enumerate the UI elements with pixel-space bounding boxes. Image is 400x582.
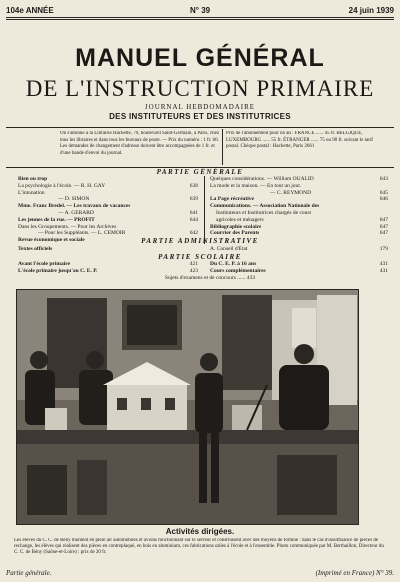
toc-entry[interactable]: Quelques considérations. — William OUALID 643 [210, 176, 388, 182]
header-rule [6, 17, 394, 18]
issue-date: 24 juin 1939 [348, 5, 394, 15]
toc-entry[interactable]: Avant l'école primaire 421 [18, 261, 198, 267]
page-footer [6, 569, 394, 577]
masthead-title-line2: DE L'INSTRUCTION PRIMAIRE [25, 76, 375, 101]
toc-entry[interactable]: Bien ou trop [18, 176, 48, 182]
toc-general-right [210, 176, 388, 237]
photo-description: Les élèves du C. C. de Bény montent en plein air automobiles et avions fonctionnant sur le secteur et construisent avec des moyens de fortune : dans le cas d'insuffisance de pièces de rechange, les élèves qui réalisent des pièces en contreplaqué, en bois en aluminium, ces fabrications utiles à l'école et à l'ensemble. Photo communiquée par M. Berthaillon, Directeur du C. C. de Bény (Saône-et-Loire) : prix de 20 fr. [14, 538, 384, 555]
toc-admin-left [18, 246, 198, 253]
subscription-prices: Prix de l'abonnement pour un an : FRANCE ...... 45 fr. BELGIQUE, LUXEMBOURG ...... 55 fr. ÉTRANGER ...... 75 ou 90 fr. suivant le tarif postal. Chèque postal : Hachette, Paris 2661 [226, 131, 373, 149]
toc-entry[interactable]: Cours complémentaires 431 [210, 267, 388, 274]
toc-entry[interactable]: — Pour les Suppléants. — L. CEMOIR 642 [38, 230, 198, 237]
masthead-title-line1: MANUEL GÉNÉRAL [75, 44, 325, 72]
toc-entry[interactable]: A. Conseil d'État 179 [210, 246, 388, 252]
issue-header [6, 4, 394, 16]
toc-entry[interactable]: Bibliographie scolaire 647 [210, 223, 388, 230]
header-rule-2 [6, 19, 394, 20]
toc-entry[interactable]: Du C. E. P. à 16 ans 431 [210, 261, 388, 267]
issue-year: 104e ANNÉE [6, 5, 54, 15]
info-top-rule [6, 127, 394, 128]
toc-entry[interactable]: Dans les Groupements. — Pour les Archives [18, 223, 117, 230]
toc-entry[interactable]: — A. GERARD 641 [58, 209, 198, 216]
section-heading-administrative: PARTIE ADMINISTRATIVE [141, 237, 259, 245]
toc-entry[interactable]: — D. SIMON 639 [58, 196, 198, 203]
toc-entry[interactable]: L'intonation [18, 189, 45, 196]
toc-entry[interactable]: agricoles et ménagers 647 [216, 216, 388, 223]
classroom-photo [16, 289, 359, 525]
toc-entry[interactable]: La psychologie à l'école. — R. H. GAY 638 [18, 182, 198, 189]
toc-divider [204, 176, 205, 244]
info-divider [222, 129, 223, 165]
toc-admin-right [210, 246, 388, 253]
toc-entry[interactable]: Mme. Franc Bredel. — Les travaux de vacances [18, 203, 131, 210]
masthead-subtitle-2: DES INSTITUTEURS ET DES INSTITUTRICES [109, 112, 291, 121]
toc-entry[interactable]: L'école primaire jusqu'au C. E. P. 423 [18, 267, 198, 274]
toc-entry[interactable]: Instituteurs et Institutrices chargés de cours [216, 209, 312, 216]
toc-scol-left [18, 261, 198, 275]
section-heading-scolaire: PARTIE SCOLAIRE [158, 253, 242, 261]
toc-scol-right [210, 261, 388, 275]
toc-entry[interactable]: Communications. — Association Nationale des [210, 203, 320, 210]
toc-entry[interactable]: Les jeunes de la rue. — PROFIT 644 [18, 216, 198, 223]
toc-general-left [18, 176, 198, 244]
toc-entry[interactable]: Revue économique et sociale [18, 237, 85, 244]
toc-scol-center[interactable]: Sujets d'examens et de concours ...... 433 [164, 275, 256, 281]
toc-entry[interactable]: Textes officiels [18, 246, 53, 252]
toc-entry[interactable]: La Page récréative 646 [210, 196, 388, 203]
classroom-photo-illustration [17, 290, 358, 524]
masthead-subtitle: JOURNAL HEBDOMADAIRE [144, 103, 256, 111]
footer-section: Partie générale. [6, 569, 52, 577]
toc-entry[interactable]: La mode et la maison. — En tout un jour. [210, 182, 302, 189]
toc-entry[interactable]: Courrier des Parents 647 [210, 230, 388, 237]
footer-print-info: (Imprimé en France) N° 39. [315, 569, 394, 577]
subscription-info: On s'abonne à la Librairie Hachette, 79, boulevard Saint-Germain, à Paris, chez tous les libraires et dans tous les bureaux de poste. — Prix du numéro : 1 fr. 60. Les demandes de changement d'adresse doivent être accompagnées de 1 fr. et d'une bande d'envoi du journal. [60, 131, 220, 156]
toc-entry[interactable]: — C. REYMOND 645 [270, 189, 388, 196]
issue-number: N° 39 [190, 5, 211, 15]
photo-caption: Activités dirigées. [165, 527, 235, 536]
section-heading-general: PARTIE GÉNÉRALE [156, 168, 244, 176]
